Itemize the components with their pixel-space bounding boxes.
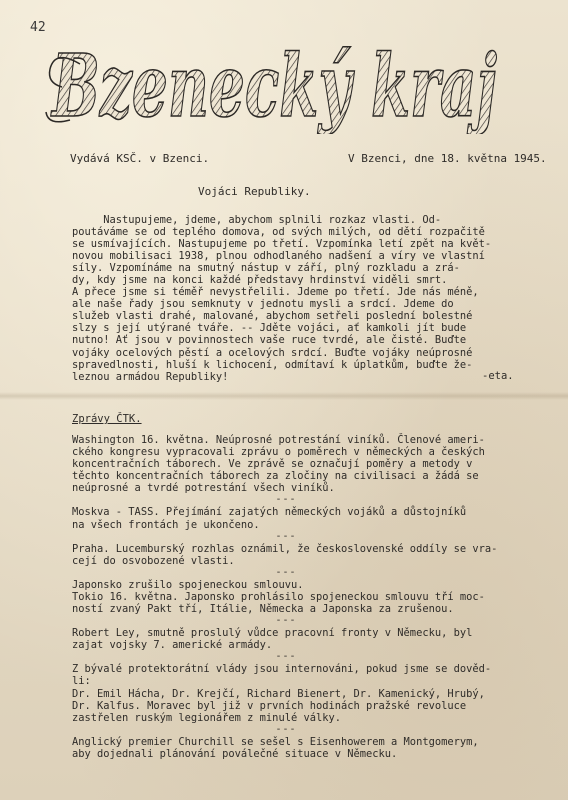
news-item: Anglický premier Churchill se sešel s Eisenhowerem a Montgomerym, aby dojednali plánování poválečné situace v Německu. (72, 735, 479, 760)
separator: --- (275, 494, 297, 506)
article-title: Vojáci Republiky. (198, 185, 311, 198)
separator: --- (275, 723, 297, 735)
masthead (40, 24, 510, 134)
news-item: Robert Ley, smutně proslulý vůdce pracovní fronty v Německu, byl zajat vojsky 7. americké armády. (72, 627, 473, 652)
news-heading: Zprávy ČTK. (72, 413, 142, 425)
svg-text:Bzenecký kraj: Bzenecký kraj (50, 36, 498, 134)
news-item: Praha. Lucemburský rozhlas oznámil, že československé oddíly se vra- cejí do osvobozené vlasti. (72, 542, 498, 567)
news-item: Z bývalé protektorátní vlády jsou internováni, pokud jsme se dověd- li: Dr. Emil Hácha, Dr. Krejčí, Richard Bienert, Dr. Kamenický, Hrubý, Dr. Kalfus. Moravec byl již v prvních hodinách pražské revoluce zastřelen ruským legionářem z minulé války. (72, 663, 492, 724)
news-list (72, 434, 542, 760)
separator: --- (275, 566, 297, 578)
paper-fold (0, 392, 568, 400)
separator: --- (275, 530, 297, 542)
page-number: 42 (30, 20, 46, 35)
separator: --- (275, 651, 297, 663)
masthead-logo (40, 24, 510, 134)
news-item: Moskva - TASS. Přejímání zajatých německých vojáků a důstojníků na všech frontách je ukončeno. (72, 506, 467, 531)
publisher-line: Vydává KSČ. v Bzenci. (70, 152, 210, 165)
news-item: Japonsko zrušilo spojeneckou smlouvu. Tokio 16. května. Japonsko prohlásilo spojeneckou smlouvu tří moc- ností zvaný Pakt tří, Itálie, Německa a Japonska za zrušenou. (72, 578, 485, 616)
article-body: Nastupujeme, jdeme, abychom splnili rozkaz vlasti. Od- poutáváme se od teplého domova, od svých milých, od dětí rozpačitě se usmívajících. Nastupujeme po třetí. Vzpomínka letí zpět na květ- novou mobilisaci 1938, plnou odhodlaného nadšení a víry ve vlastní síly. Vzpomínáme na smutný nástup v září, plný rozkladu a zrá- dy, kdy jsme na konci každé představy hrdinství viděli smrt. A přece jsme si téměř nevystřelili. Jdeme po třetí. Jde nás méně, ale naše řady jsou semknuty v jednotu mysli a srdcí. Jdeme do služeb vlasti drahé, malované, abychom setřeli poslední bolestné slzy s její utýrané tváře. -- Jděte vojáci, ať kamkoli jít bude nutno! Ať jsou v povinnostech vaše ruce tvrdé, ale čisté. Buďte vojáky ocelových pěstí a ocelových srdcí. Buďte vojáky neúprosné spravedlnosti, hluší k lichocení, odmítaví k úplatkům, buďte že- leznou armádou Republiky! (72, 214, 492, 383)
dateline: V Bzenci, dne 18. května 1945. (348, 152, 547, 165)
article-signature: -eta. (482, 370, 514, 382)
news-item: Washington 16. května. Neúprosné potrestání viníků. Členové ameri- ckého kongresu vypracovali zprávu o poměrech v německých a českých koncentračních táborech. Ve zprávě se označují poměry a metody v těchto koncentračních táborech za zločiny na civilisaci a žádá se neúprosné a tvrdé potrestání všech viníků. (72, 434, 485, 495)
separator: --- (275, 615, 297, 627)
